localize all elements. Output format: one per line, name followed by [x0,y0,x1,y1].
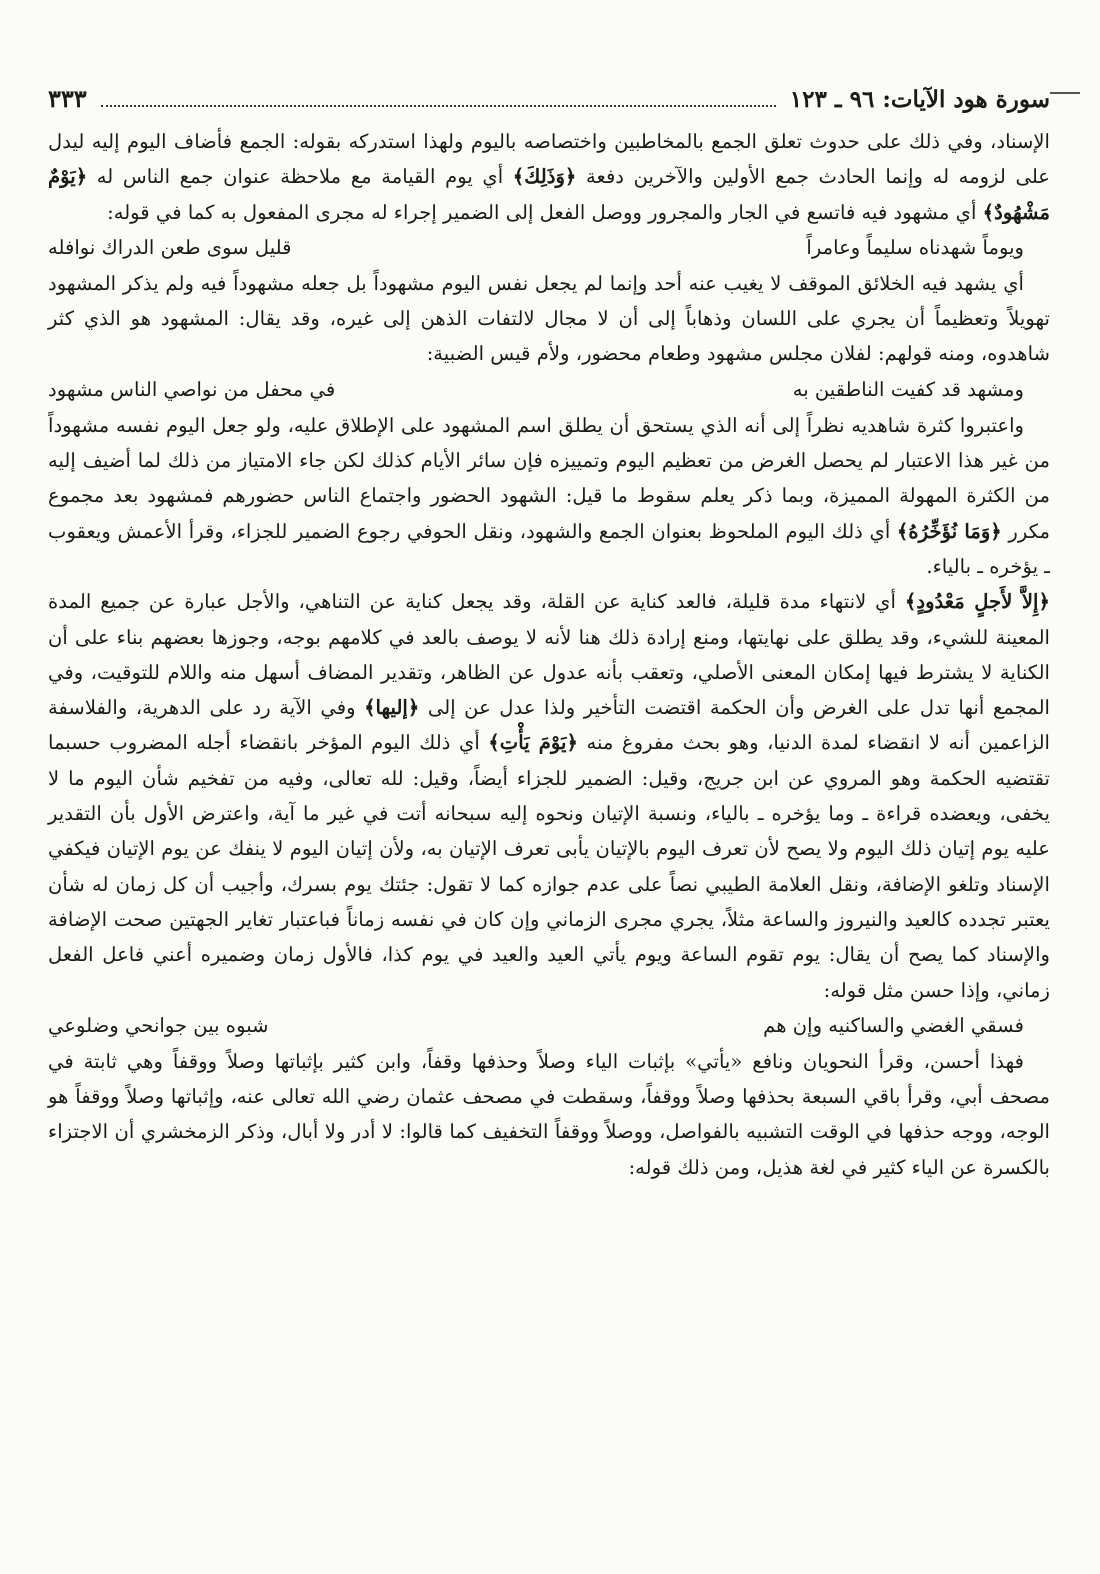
poetry-verse [48,230,1050,266]
text-run: واعتبروا كثرة شاهديه نظراً إلى أنه الذي يستحق أن يطلق اسم المشهود على الإطلاق عليه، ولو جعل اليوم نفسه مشهوداً من غير هذا الاعتبار لم يحصل الغرض من تعظيم اليوم وتمييزه فإن سائر الأيام كذلك لكن جاء الامتياز من ذلك لما أضيف إليه من الكثرة المهولة المميزة، وبما ذكر يعلم سقوط ما قيل: الشهود الحضور واجتماع الناس حضورهم فمشهود بعد مجموع مكرر [48,413,1050,543]
text-run: أي يشهد فيه الخلائق الموقف لا يغيب عنه أحد وإنما لم يجعل نفس اليوم مشهوداً بل جعله مشهوداً فيه ولم يذكر المشهود تهويلاً وتعظيماً أن يجري على اللسان وذهاباً إلى أن لا مجال لالتفات الذهن إلى غيره، وقد يقال: المشهود هو الذي كثر شاهدوه، ومنه قولهم: لفلان مجلس مشهود وطعام محضور، ولأم قيس الضبية: [48,271,1050,366]
text-run: فهذا أحسن، وقرأ النحويان ونافع «يأتي» بإثبات الياء وصلاً وحذفها وقفاً، وابن كثير بإثباتها وصلاً ووقفاً وهي ثابتة في مصحف أبي، وقرأ باقي السبعة بحذفها وصلاً ووقفاً، وسقطت في مصحف عثمان رضي الله تعالى عنه، وإثباتها وصلاً ووقفاً هو الوجه، ووجه حذفها في الوقت التشبيه بالفواصل، ووصلاً ووقفاً التخفيف كما قالوا: لا أدر ولا أبال، وذكر الزمخشري أن الاجتزاء بالكسرة عن الياء كثير في لغة هذيل، ومن ذلك قوله: [48,1049,1050,1179]
text-run: أي يوم القيامة مع ملاحظة عنوان جمع الناس له [87,165,513,189]
text-run: أي مشهود فيه فاتسع في الجار والمجرور ووصل الفعل إلى الضمير إجراء له مجرى المفعول به كما في قوله: [107,200,983,224]
poetry-verse [48,372,1050,408]
page-edge-mark [1050,92,1080,94]
paragraph [48,584,1050,1008]
document-page [48,84,1050,1185]
header-surah-title: سورة هود الآيات: ٩٦ ـ ١٢٣ [789,86,1050,113]
paragraph [48,1044,1050,1185]
text-run: وفي الآية رد على الدهرية، والفلاسفة الزاعمين أنه لا انقضاء لمدة الدنيا، وهو بحث مفروغ منه [48,696,1050,755]
verse-second-hemistich: قليل سوى طعن الدراك نوافله [48,235,292,259]
running-header [48,84,1050,124]
page-number: ٣٣٣ [48,84,87,113]
body-text [48,124,1050,1185]
quran-quote: ﴿يَوْمٌ مَشْهُودٌ﴾ [48,165,1050,224]
quran-quote: ﴿وَمَا نُؤَخِّرُهُ﴾ [896,519,1002,543]
verse-first-hemistich: فسقي الغضي والساكنيه وإن هم [763,1013,1024,1037]
quran-quote: ﴿وَذَلِكَ﴾ [512,165,577,189]
verse-first-hemistich: ومشهد قد كفيت الناطقين به [792,377,1024,401]
verse-first-hemistich: ويوماً شهدناه سليماً وعامراً [806,235,1024,259]
quran-quote: ﴿إليها﴾ [364,696,420,720]
quran-quote: ﴿إِلاَّ لأَجلٍ مَعْدُودٍ﴾ [904,590,1050,614]
paragraph [48,266,1050,372]
verse-second-hemistich: في محفل من نواصي الناس مشهود [48,377,336,401]
header-dot-leader [101,91,776,107]
text-run: أي ذلك اليوم الملحوظ بعنوان الجمع والشهود، ونقل الحوفي رجوع الضمير للجزاء، وقرأ الأعمش ويعقوب ـ يؤخره ـ بالياء. [48,519,1050,578]
poetry-verse [48,1008,1050,1044]
text-run: الإسناد، وفي ذلك على حدوث تعلق الجمع بالمخاطبين واختصاصه باليوم ولهذا استدركه بقوله: الجمع فأضاف اليوم إليه ليدل على لزومه له وإنما الحادث جمع الأولين والآخرين دفعة [48,130,1050,189]
paragraph [48,408,1050,584]
verse-second-hemistich: شبوه بين جوانحي وضلوعي [48,1013,269,1037]
text-run: أي لانتهاء مدة قليلة، فالعد كناية عن القلة، وقد يجعل كناية عن التناهي، والأجل عبارة عن جميع المدة المعينة للشيء، وقد يطلق على نهايتها، ومنع إرادة ذلك هنا لأنه لا يوصف بالعد في كلامهم بوجه، وجوزها بعضهم بناء على أن الكناية لا يشترط فيها إمكان المعنى الأصلي، وتعقب بأنه عدول عن الظاهر، وتقدير المضاف أسهل منه واللام للتوقيت، وفي المجمع أنها تدل على الغرض وأن الحكمة اقتضت التأخير ولذا عدل عن إلى [48,590,1050,720]
paragraph [48,124,1050,230]
quran-quote: ﴿يَوْمَ يَأْتِ﴾ [488,731,578,755]
text-run: أي ذلك اليوم المؤخر بانقضاء أجله المضروب حسبما تقتضيه الحكمة وهو المروي عن ابن جريج، وقيل: الضمير للجزاء أيضاً، وقيل: لله تعالى، وفيه من تفخيم شأن اليوم ما لا يخفى، ويعضده قراءة ـ وما يؤخره ـ بالياء، ونسبة الإتيان ونحوه إليه سبحانه أتت في غير ما آية، واعترض الأول بأن التقدير عليه يوم إتيان ذلك اليوم ولا يصح لأن تعرف اليوم بالإتيان يأبى تعرف الإتيان به، ولأن إتيان اليوم لا ينفك عن يوم الإتيان فيكفي الإسناد وتلغو الإضافة، ونقل العلامة الطيبي نصاً على عدم جوازه كما لا تقول: جئتك يوم بسرك، وأجيب أن كل زمان له شأن يعتبر تجدده كالعيد والنيروز والساعة مثلاً، يجري مجرى الزماني وإن كان في نفسه زماناً فباعتبار تغاير الجهتين صحت الإضافة والإسناد كما يصح أن يقال: يوم تقوم الساعة ويوم يأتي العيد والعيد في يوم كذا، فالأول زمان وضميره أعني فاعل الفعل زماني، وإذا حسن مثل قوله: [48,731,1051,1002]
